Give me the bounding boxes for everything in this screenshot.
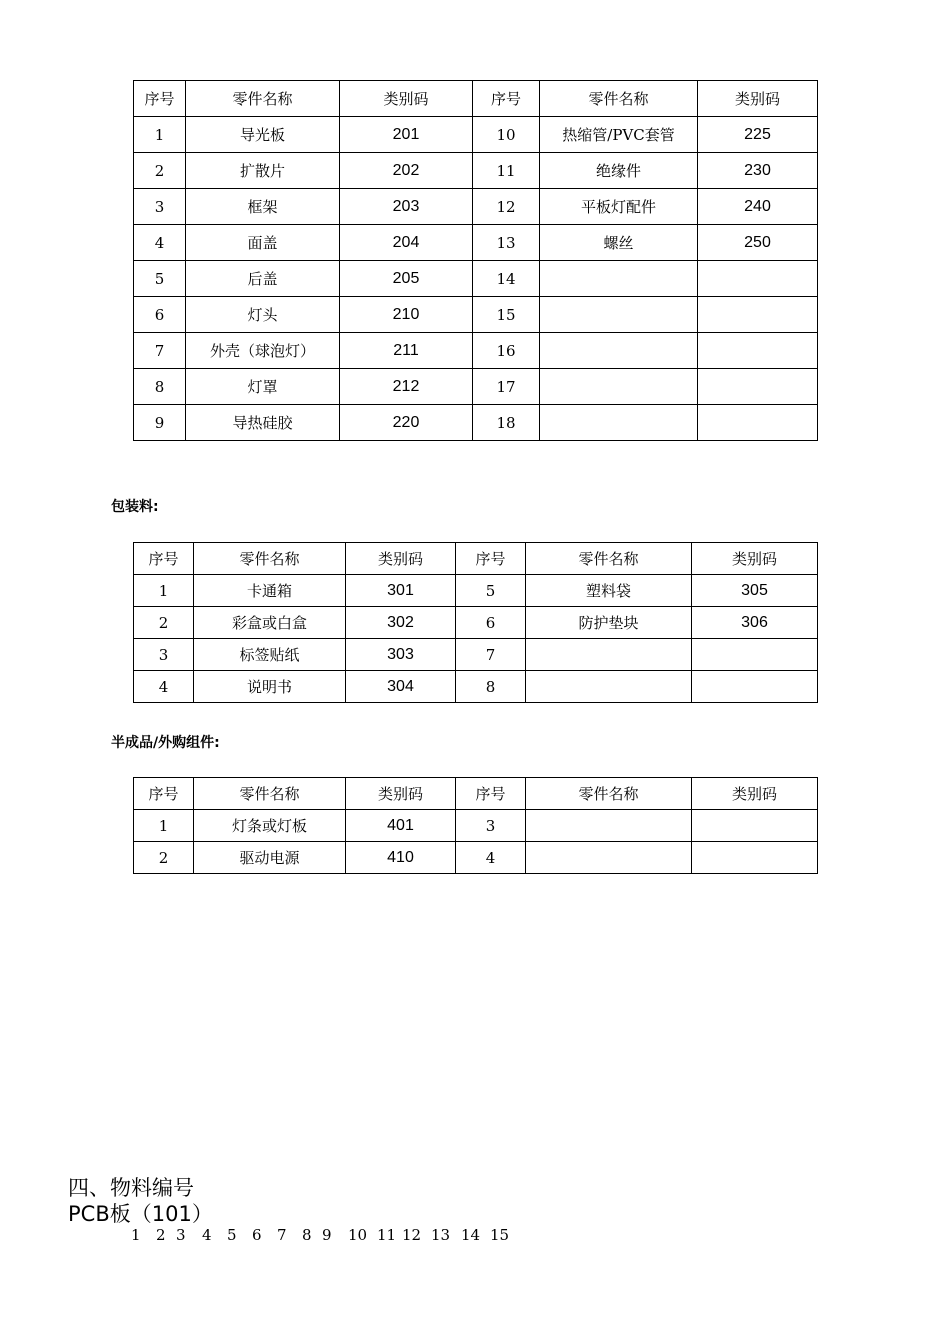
section-title: 四、物料编号 [68, 1176, 194, 1200]
column-header: 类别码 [346, 543, 456, 575]
digit-label: 15 [490, 1226, 510, 1244]
index-cell: 7 [134, 333, 186, 369]
category-code-cell: 205 [340, 261, 473, 297]
digit-label: 6 [252, 1226, 262, 1244]
part-name-cell: 面盖 [186, 225, 340, 261]
column-header: 序号 [456, 778, 526, 810]
pcb-subtitle: PCB板（101） [68, 1202, 213, 1226]
index-cell: 3 [134, 189, 186, 225]
index-cell: 10 [473, 117, 540, 153]
digit-label: 5 [227, 1226, 237, 1244]
category-code-cell: 212 [340, 369, 473, 405]
table-row [134, 405, 818, 441]
header-row [134, 778, 818, 810]
part-name-cell: 驱动电源 [194, 842, 346, 874]
category-code-cell: 201 [340, 117, 473, 153]
column-header: 类别码 [692, 543, 818, 575]
column-header: 类别码 [692, 778, 818, 810]
category-code-cell: 304 [346, 671, 456, 703]
semi-finished-table [133, 777, 818, 874]
part-name-cell: 彩盒或白盒 [194, 607, 346, 639]
part-name-cell: 绝缘件 [540, 153, 698, 189]
index-cell: 4 [134, 671, 194, 703]
category-code-cell: 220 [340, 405, 473, 441]
table-row [134, 225, 818, 261]
part-name-cell: 塑料袋 [526, 575, 692, 607]
category-code-cell: 204 [340, 225, 473, 261]
digit-label: 13 [431, 1226, 451, 1244]
index-cell: 8 [134, 369, 186, 405]
column-header: 类别码 [340, 81, 473, 117]
category-code-cell: 203 [340, 189, 473, 225]
part-name-cell: 标签贴纸 [194, 639, 346, 671]
index-cell: 3 [456, 810, 526, 842]
index-cell: 9 [134, 405, 186, 441]
part-name-cell [540, 297, 698, 333]
column-header: 序号 [134, 778, 194, 810]
category-code-cell: 305 [692, 575, 818, 607]
part-name-cell: 灯头 [186, 297, 340, 333]
column-header: 序号 [134, 81, 186, 117]
category-code-cell [698, 369, 818, 405]
part-name-cell: 灯罩 [186, 369, 340, 405]
digit-label: 10 [348, 1226, 368, 1244]
part-name-cell [540, 261, 698, 297]
part-name-cell: 框架 [186, 189, 340, 225]
column-header: 序号 [473, 81, 540, 117]
table-row [134, 842, 818, 874]
index-cell: 12 [473, 189, 540, 225]
index-cell: 16 [473, 333, 540, 369]
digit-label: 1 [131, 1226, 141, 1244]
parts-table [133, 80, 818, 441]
column-header: 零件名称 [186, 81, 340, 117]
category-code-cell [698, 405, 818, 441]
index-cell: 17 [473, 369, 540, 405]
table-row [134, 639, 818, 671]
index-cell: 4 [134, 225, 186, 261]
category-code-cell [692, 671, 818, 703]
digit-label: 7 [277, 1226, 287, 1244]
index-cell: 2 [134, 607, 194, 639]
category-code-cell: 240 [698, 189, 818, 225]
column-header: 零件名称 [194, 543, 346, 575]
table-row [134, 189, 818, 225]
table-row [134, 810, 818, 842]
part-name-cell: 灯条或灯板 [194, 810, 346, 842]
index-cell: 6 [134, 297, 186, 333]
index-cell: 6 [456, 607, 526, 639]
category-code-cell: 230 [698, 153, 818, 189]
digit-label: 3 [176, 1226, 186, 1244]
digit-label: 8 [302, 1226, 312, 1244]
part-name-cell: 外壳（球泡灯） [186, 333, 340, 369]
table-row [134, 261, 818, 297]
category-code-cell [692, 639, 818, 671]
index-cell: 5 [134, 261, 186, 297]
digit-label: 4 [202, 1226, 212, 1244]
part-name-cell: 后盖 [186, 261, 340, 297]
packaging-table [133, 542, 818, 703]
category-code-cell [698, 261, 818, 297]
part-name-cell [526, 842, 692, 874]
index-cell: 13 [473, 225, 540, 261]
category-code-cell: 306 [692, 607, 818, 639]
index-cell: 11 [473, 153, 540, 189]
category-code-cell [692, 842, 818, 874]
index-cell: 14 [473, 261, 540, 297]
category-code-cell: 211 [340, 333, 473, 369]
digit-label: 12 [402, 1226, 422, 1244]
index-cell: 15 [473, 297, 540, 333]
column-header: 序号 [134, 543, 194, 575]
index-cell: 3 [134, 639, 194, 671]
index-cell: 1 [134, 575, 194, 607]
column-header: 零件名称 [526, 778, 692, 810]
category-code-cell [698, 297, 818, 333]
index-cell: 1 [134, 810, 194, 842]
part-name-cell: 卡通箱 [194, 575, 346, 607]
part-name-cell [540, 333, 698, 369]
header-row [134, 543, 818, 575]
digit-label: 14 [461, 1226, 481, 1244]
index-cell: 2 [134, 153, 186, 189]
index-cell: 8 [456, 671, 526, 703]
digit-label: 11 [377, 1226, 397, 1244]
part-name-cell: 热缩管/PVC套管 [540, 117, 698, 153]
column-header: 序号 [456, 543, 526, 575]
digit-label: 9 [322, 1226, 332, 1244]
category-code-cell: 302 [346, 607, 456, 639]
part-name-cell [526, 671, 692, 703]
category-code-cell: 303 [346, 639, 456, 671]
column-header: 零件名称 [540, 81, 698, 117]
table-row [134, 117, 818, 153]
category-code-cell [692, 810, 818, 842]
table-row [134, 671, 818, 703]
category-code-cell: 410 [346, 842, 456, 874]
table-row [134, 607, 818, 639]
part-name-cell [540, 405, 698, 441]
table-row [134, 575, 818, 607]
part-name-cell: 螺丝 [540, 225, 698, 261]
part-name-cell: 防护垫块 [526, 607, 692, 639]
category-code-cell: 250 [698, 225, 818, 261]
column-header: 类别码 [346, 778, 456, 810]
category-code-cell: 202 [340, 153, 473, 189]
column-header: 类别码 [698, 81, 818, 117]
part-name-cell: 平板灯配件 [540, 189, 698, 225]
packaging-heading: 包装料: [111, 499, 159, 515]
column-header: 零件名称 [194, 778, 346, 810]
table-row [134, 333, 818, 369]
semi-finished-heading: 半成品/外购组件: [111, 735, 220, 751]
part-name-cell: 说明书 [194, 671, 346, 703]
part-name-cell [526, 810, 692, 842]
category-code-cell: 401 [346, 810, 456, 842]
part-name-cell [540, 369, 698, 405]
part-name-cell: 导热硅胶 [186, 405, 340, 441]
header-row [134, 81, 818, 117]
digit-label: 2 [156, 1226, 166, 1244]
part-name-cell: 导光板 [186, 117, 340, 153]
category-code-cell: 210 [340, 297, 473, 333]
category-code-cell: 225 [698, 117, 818, 153]
index-cell: 1 [134, 117, 186, 153]
part-name-cell: 扩散片 [186, 153, 340, 189]
index-cell: 4 [456, 842, 526, 874]
table-row [134, 297, 818, 333]
index-cell: 7 [456, 639, 526, 671]
category-code-cell: 301 [346, 575, 456, 607]
column-header: 零件名称 [526, 543, 692, 575]
index-cell: 5 [456, 575, 526, 607]
table-row [134, 153, 818, 189]
table-row [134, 369, 818, 405]
index-cell: 2 [134, 842, 194, 874]
index-cell: 18 [473, 405, 540, 441]
part-name-cell [526, 639, 692, 671]
category-code-cell [698, 333, 818, 369]
